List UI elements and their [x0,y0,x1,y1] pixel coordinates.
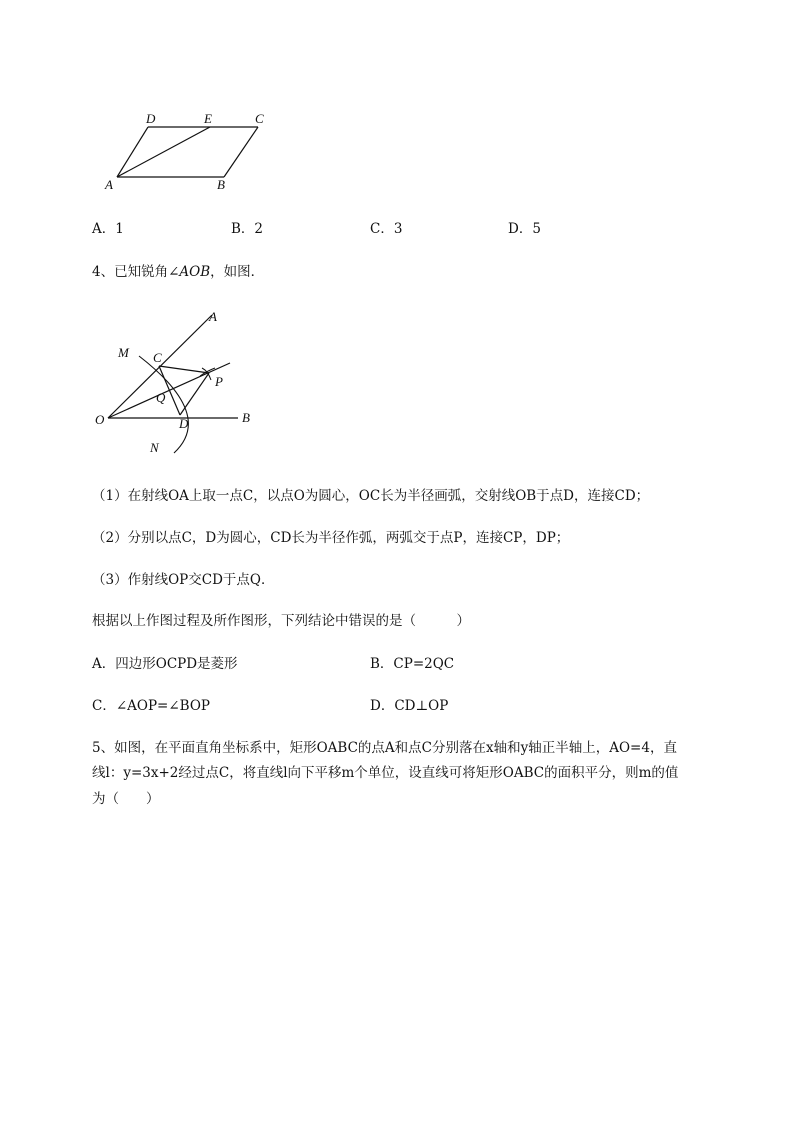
segment-ae [117,127,210,177]
q5-line-1: 5、如图，在平面直角坐标系中，矩形OABC的点A和点C分别落在x轴和y轴正半轴上，AO=4，直 [92,740,677,756]
label-b: B [217,177,225,192]
label-q: Q [156,390,166,405]
q3-option-d[interactable]: D．5 [508,221,541,237]
parallelogram-figure [100,108,280,196]
q4-step-1: （1）在射线OA上取一点C，以点O为圆心，OC长为半径画弧，交射线OB于点D，连接CD； [92,488,650,504]
segment-ad [117,127,148,177]
label-d: D [179,416,189,431]
label-a: A [209,309,217,324]
q4-step-2: （2）分别以点C，D为圆心，CD长为半径作弧，两弧交于点P，连接CP，DP； [92,530,570,546]
label-n: N [150,440,159,455]
q4-stem [92,262,264,282]
segment-cp [159,366,209,373]
label-o: O [95,412,105,427]
q3-option-c[interactable]: C．3 [370,221,403,237]
label-p: P [215,374,223,389]
label-c: C [153,350,162,365]
construction-figure [90,305,270,460]
q4-option-b[interactable]: B．CP=2QC [370,656,455,672]
label-e: E [204,111,212,126]
q4-stem-suffix: ，如图． [210,264,265,280]
q4-question: 根据以上作图过程及所作图形，下列结论中错误的是（ ） [92,613,470,629]
q5-line-2: 线l：y=3x+2经过点C，将直线l向下平移m个单位，设直线可将矩形OABC的面积平分，则m的值 [92,765,679,781]
label-d: D [146,111,156,126]
q5-line-3: 为（ ） [92,791,160,807]
q4-option-c[interactable]: C．∠AOP=∠BOP [92,698,210,714]
q4-option-a[interactable]: A．四边形OCPD是菱形 [92,656,238,672]
q4-stem-prefix: 4、已知锐角∠ [92,264,180,280]
label-c: C [255,111,264,126]
label-b: B [242,410,250,425]
q4-stem-angle: AOB [179,264,211,280]
segment-bc [224,127,258,177]
label-a: A [105,177,113,192]
q3-option-a[interactable]: A．1 [92,221,124,237]
q4-step-3: （3）作射线OP交CD于点Q． [92,572,275,588]
q4-option-d[interactable]: D．CD⊥OP [370,698,449,714]
label-m: M [118,345,129,360]
q3-option-b[interactable]: B．2 [231,221,264,237]
